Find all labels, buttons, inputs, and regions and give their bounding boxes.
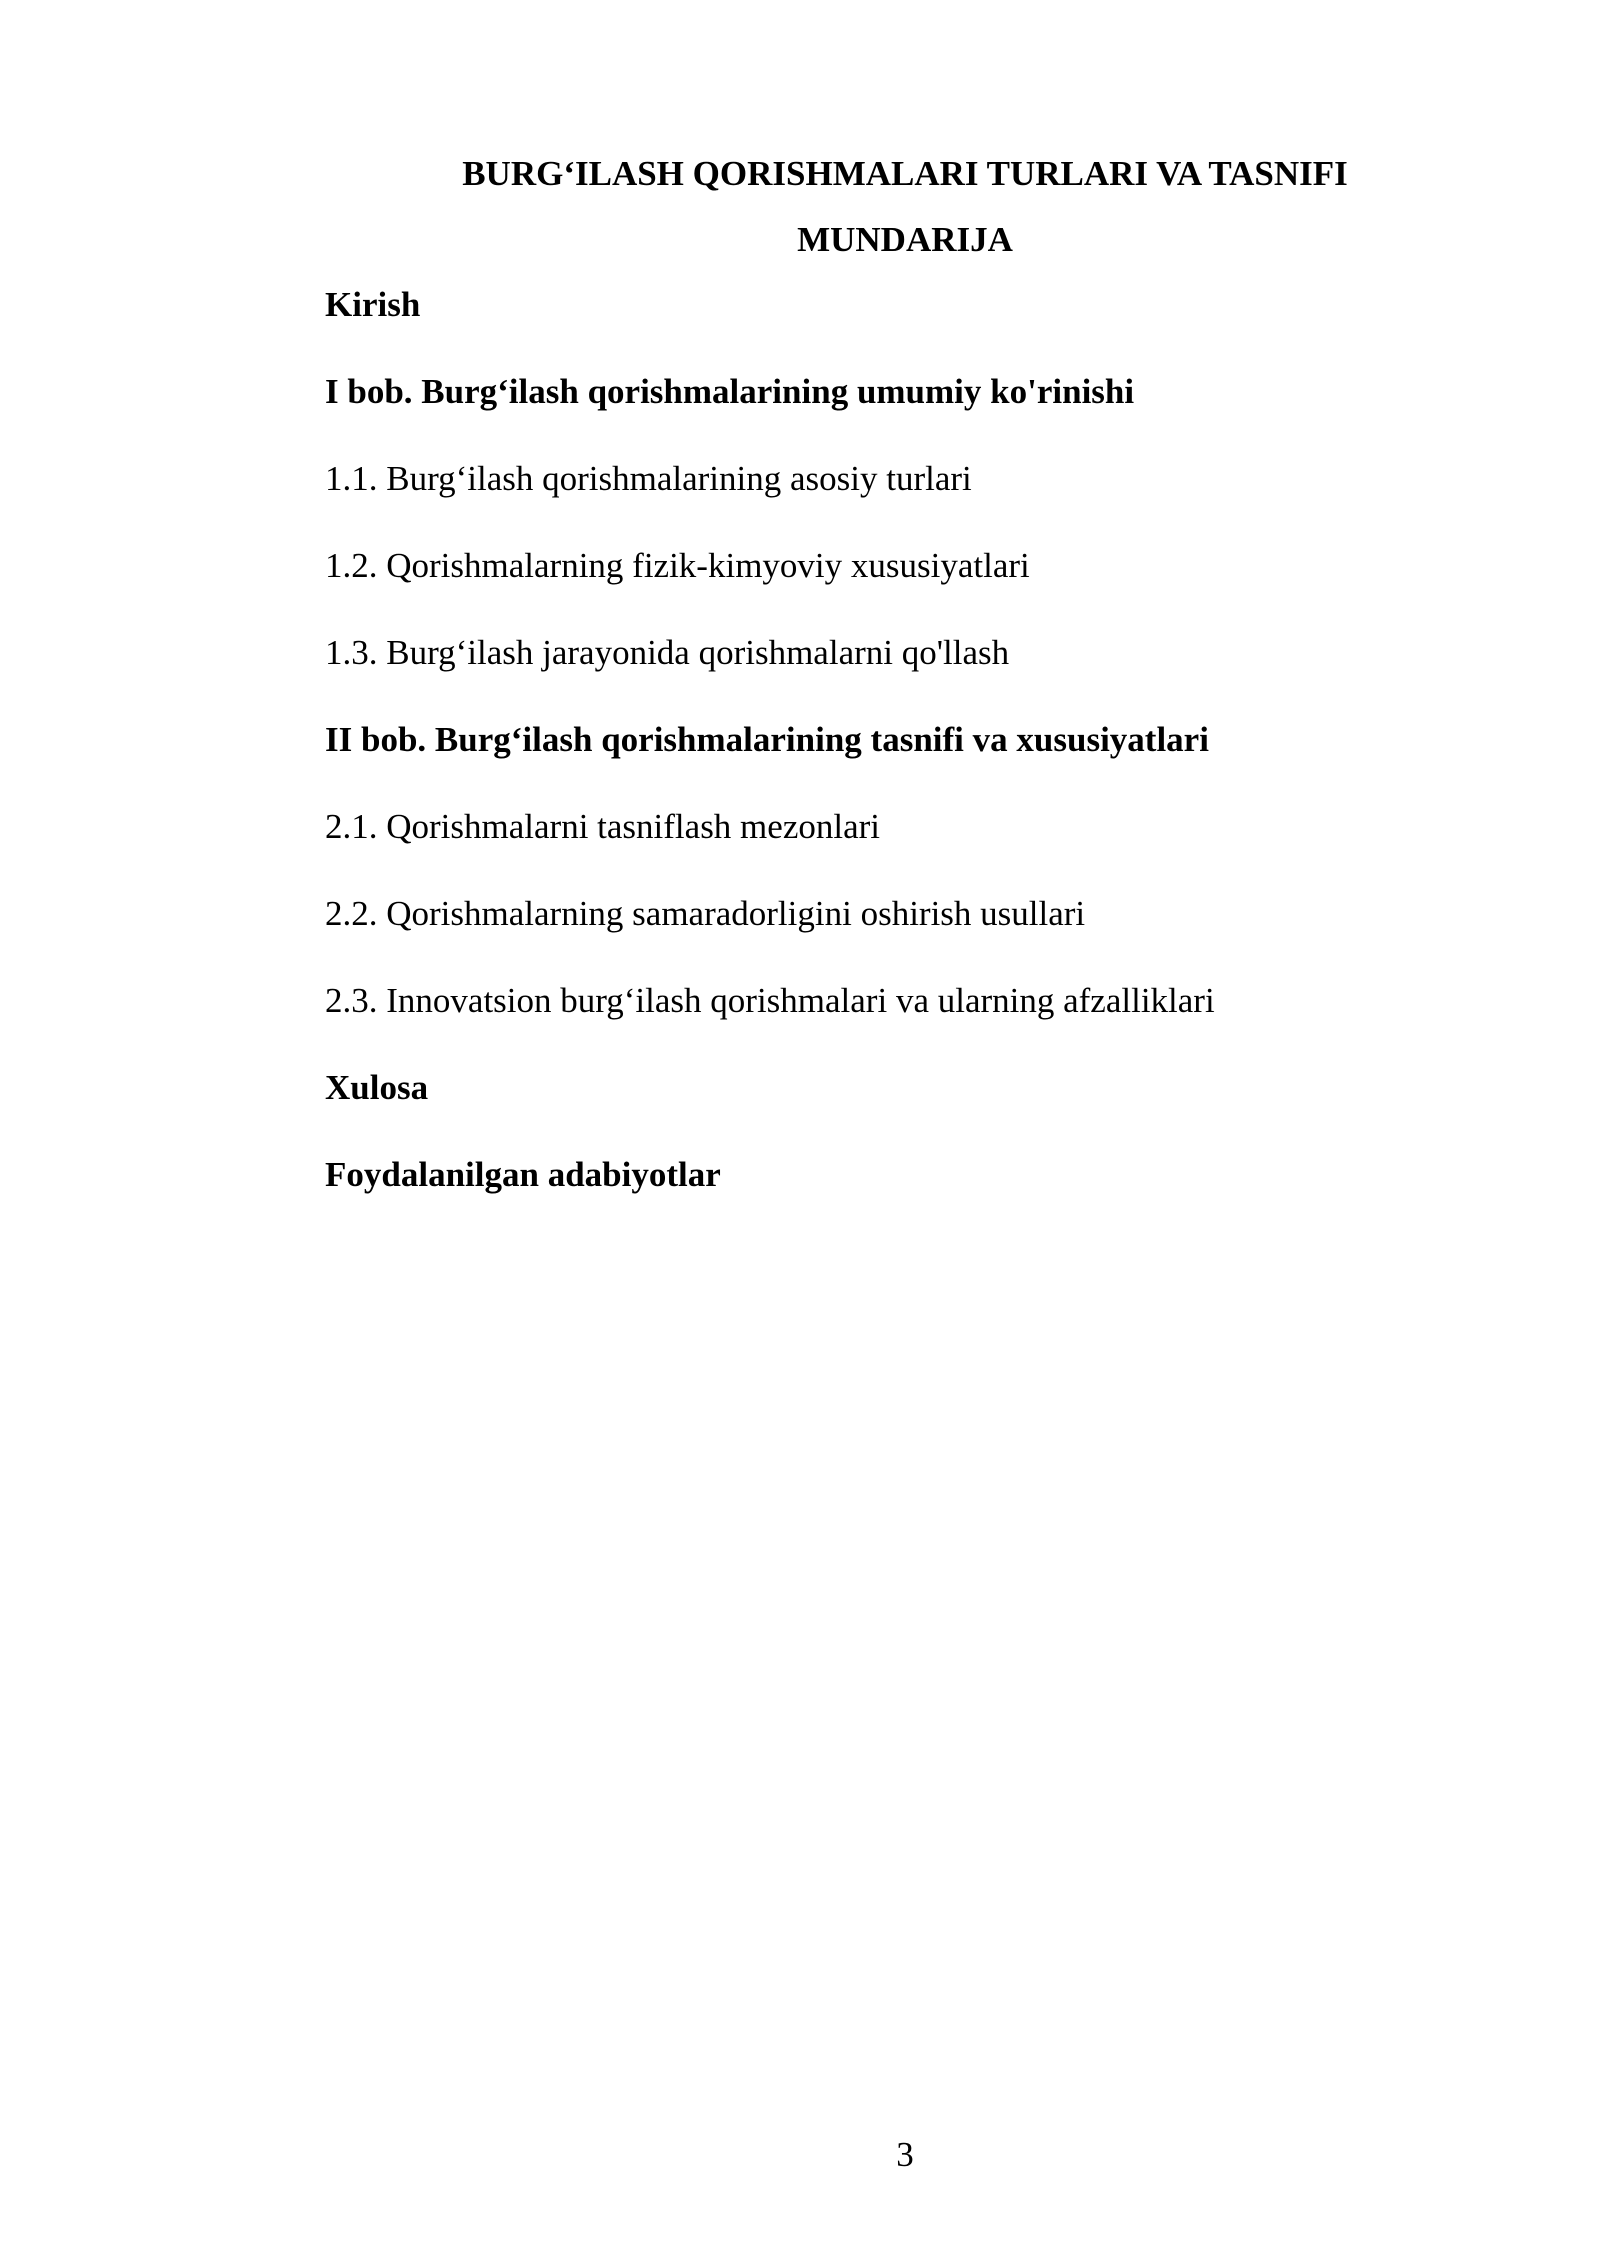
toc-item-section-1-3: 1.3. Burg‘ilash jarayonida qorishmalarni qo'llash: [325, 633, 1010, 672]
toc-item-section-2-3: 2.3. Innovatsion burg‘ilash qorishmalari va ularning afzalliklari: [325, 981, 1215, 1020]
toc-item-section-2-2: 2.2. Qorishmalarning samaradorligini oshirish usullari: [325, 894, 1086, 933]
contents-heading: MUNDARIJA: [797, 220, 1013, 259]
toc-item-references: Foydalanilgan adabiyotlar: [325, 1155, 721, 1194]
document-title: BURG‘ILASH QORISHMALARI TURLARI VA TASNIFI: [462, 154, 1348, 193]
toc-item-chapter-2: II bob. Burg‘ilash qorishmalarining tasnifi va xususiyatlari: [325, 720, 1209, 759]
toc-item-chapter-1: I bob. Burg‘ilash qorishmalarining umumiy ko'rinishi: [325, 372, 1135, 411]
page-number: 3: [896, 2135, 914, 2174]
toc-item-section-1-1: 1.1. Burg‘ilash qorishmalarining asosiy turlari: [325, 459, 972, 498]
toc-item-introduction: Kirish: [325, 285, 421, 324]
toc-item-conclusion: Xulosa: [325, 1068, 429, 1107]
table-of-contents: [325, 283, 1525, 1240]
toc-item-section-2-1: 2.1. Qorishmalarni tasniflash mezonlari: [325, 807, 880, 846]
toc-item-section-1-2: 1.2. Qorishmalarning fizik-kimyoviy xususiyatlari: [325, 546, 1030, 585]
